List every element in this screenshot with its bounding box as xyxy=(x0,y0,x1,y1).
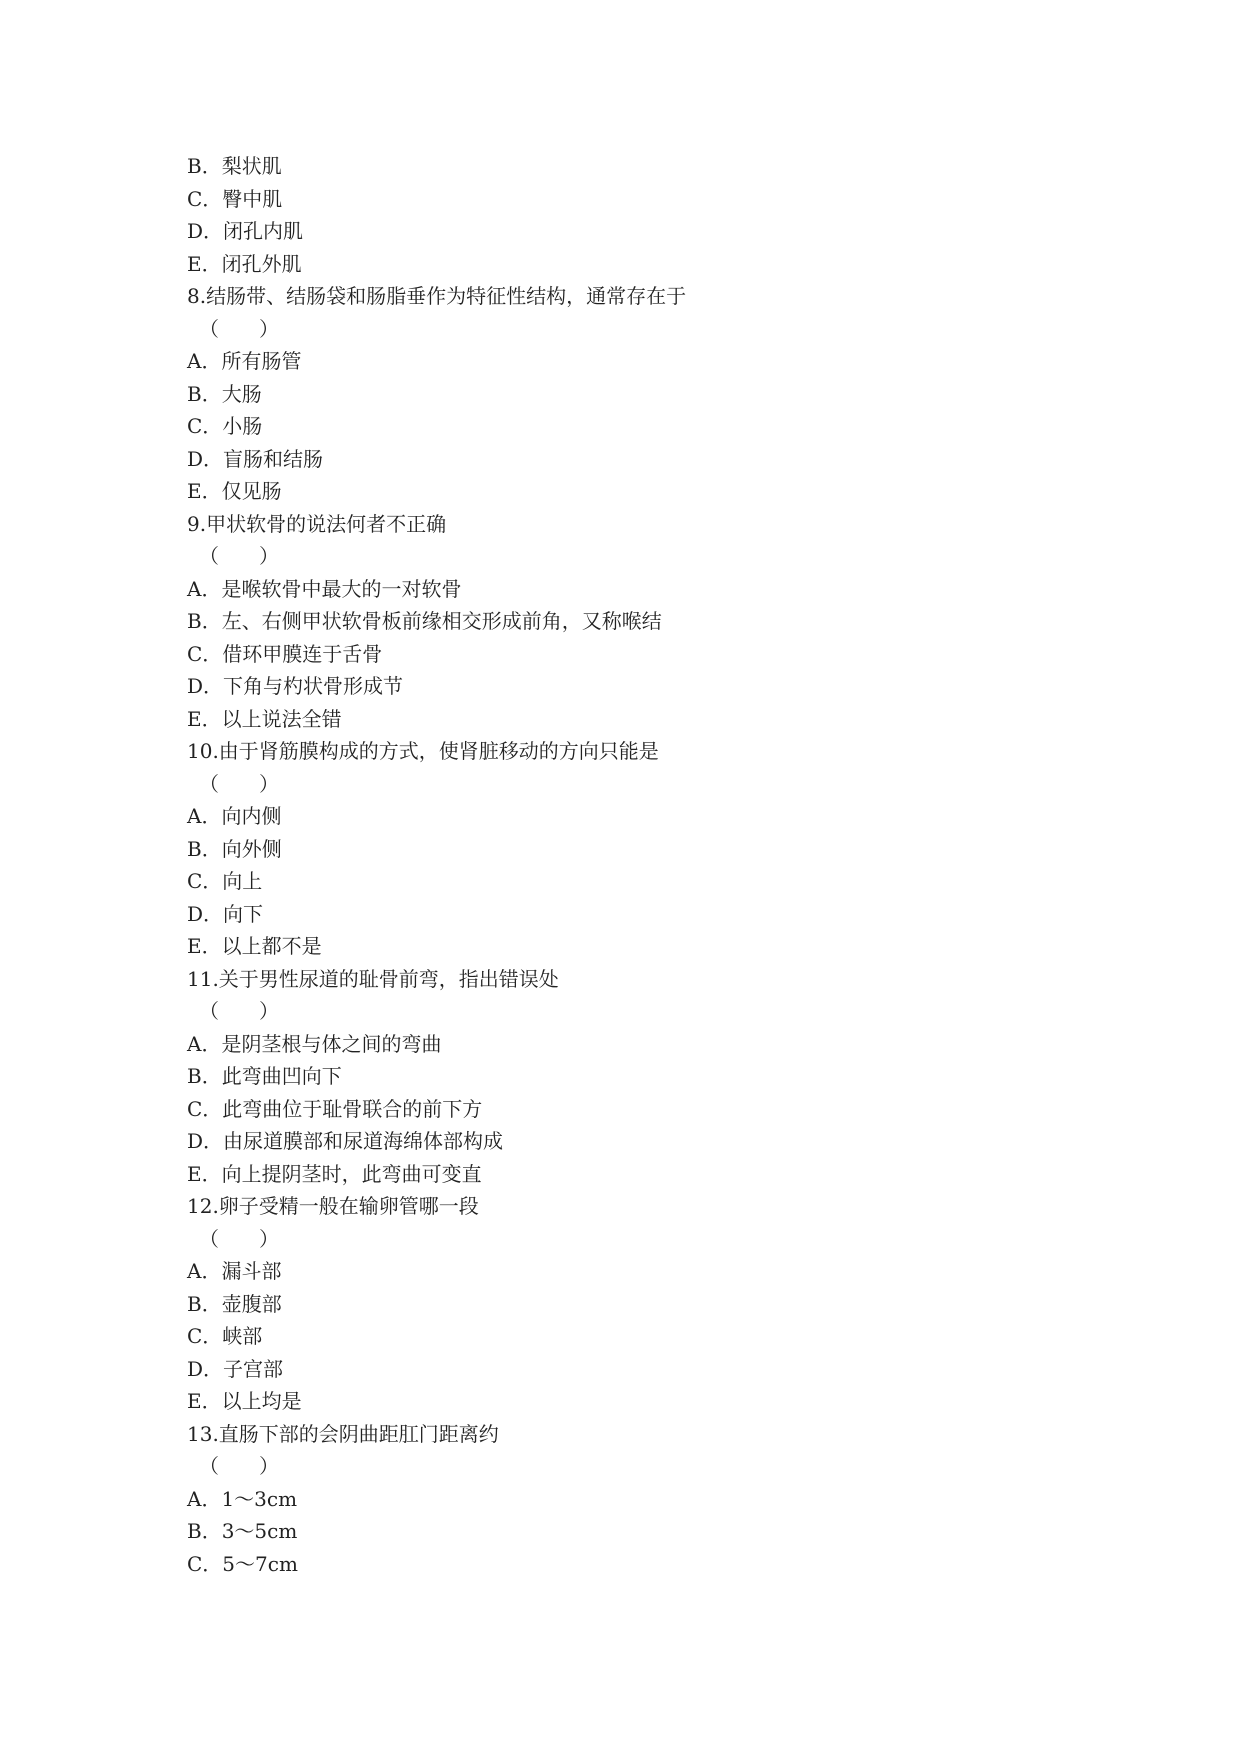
answer-option: D．盲肠和结肠 xyxy=(187,446,324,471)
question-stem: 11.关于男性尿道的耻骨前弯，指出错误处 xyxy=(187,966,559,991)
answer-option: E．以上都不是 xyxy=(187,934,322,958)
answer-option: A．是阴茎根与体之间的弯曲 xyxy=(187,1031,442,1056)
answer-blank: （ ） xyxy=(199,1226,279,1251)
answer-option: D．子宫部 xyxy=(187,1356,284,1381)
answer-blank: （ ） xyxy=(199,316,279,341)
answer-option: E．以上均是 xyxy=(187,1389,302,1413)
answer-blank: （ ） xyxy=(199,771,279,796)
answer-option: D．闭孔内肌 xyxy=(187,219,304,243)
answer-option: D．下角与杓状骨形成节 xyxy=(187,674,404,698)
question-stem: 12.卵子受精一般在输卵管哪一段 xyxy=(187,1194,479,1218)
answer-blank: （ ） xyxy=(199,999,279,1023)
answer-option: C．小肠 xyxy=(187,414,263,438)
answer-option: C．峡部 xyxy=(187,1324,263,1348)
question-stem: 10.由于肾筋膜构成的方式，使肾脏移动的方向只能是 xyxy=(187,739,659,763)
answer-option: C．此弯曲位于耻骨联合的前下方 xyxy=(187,1096,483,1121)
answer-option: C．臀中肌 xyxy=(187,186,283,211)
answer-option: B．壶腹部 xyxy=(187,1291,282,1316)
question-list xyxy=(187,150,1087,1580)
answer-option: A．所有肠管 xyxy=(187,349,302,373)
answer-option: A．漏斗部 xyxy=(187,1259,282,1283)
answer-option: C．借环甲膜连于舌骨 xyxy=(187,641,383,666)
question-stem: 8.结肠带、结肠袋和肠脂垂作为特征性结构，通常存在于 xyxy=(187,284,687,308)
answer-option: D．由尿道膜部和尿道海绵体部构成 xyxy=(187,1129,504,1153)
answer-option: B．向外侧 xyxy=(187,836,282,861)
answer-option: A．向内侧 xyxy=(187,804,282,828)
answer-option: E．闭孔外肌 xyxy=(187,251,302,276)
answer-option: B．3～5cm xyxy=(187,1519,298,1543)
answer-option: E．向上提阴茎时，此弯曲可变直 xyxy=(187,1161,482,1186)
answer-option: E．以上说法全错 xyxy=(187,706,342,731)
answer-option: A．1～3cm xyxy=(187,1486,298,1511)
answer-option: B．左、右侧甲状软骨板前缘相交形成前角，又称喉结 xyxy=(187,609,662,633)
answer-blank: （ ） xyxy=(199,1454,279,1478)
question-stem: 9.甲状软骨的说法何者不正确 xyxy=(187,511,447,536)
answer-blank: （ ） xyxy=(199,544,279,568)
answer-option: B．大肠 xyxy=(187,381,262,406)
question-stem: 13.直肠下部的会阴曲距肛门距离约 xyxy=(187,1421,499,1446)
answer-option: D．向下 xyxy=(187,901,264,926)
answer-option: B．此弯曲凹向下 xyxy=(187,1064,342,1088)
answer-option: B．梨状肌 xyxy=(187,154,282,178)
answer-option: C．5～7cm xyxy=(187,1551,298,1576)
answer-option: E．仅见肠 xyxy=(187,479,282,503)
answer-option: A．是喉软骨中最大的一对软骨 xyxy=(187,576,462,601)
answer-option: C．向上 xyxy=(187,869,263,893)
